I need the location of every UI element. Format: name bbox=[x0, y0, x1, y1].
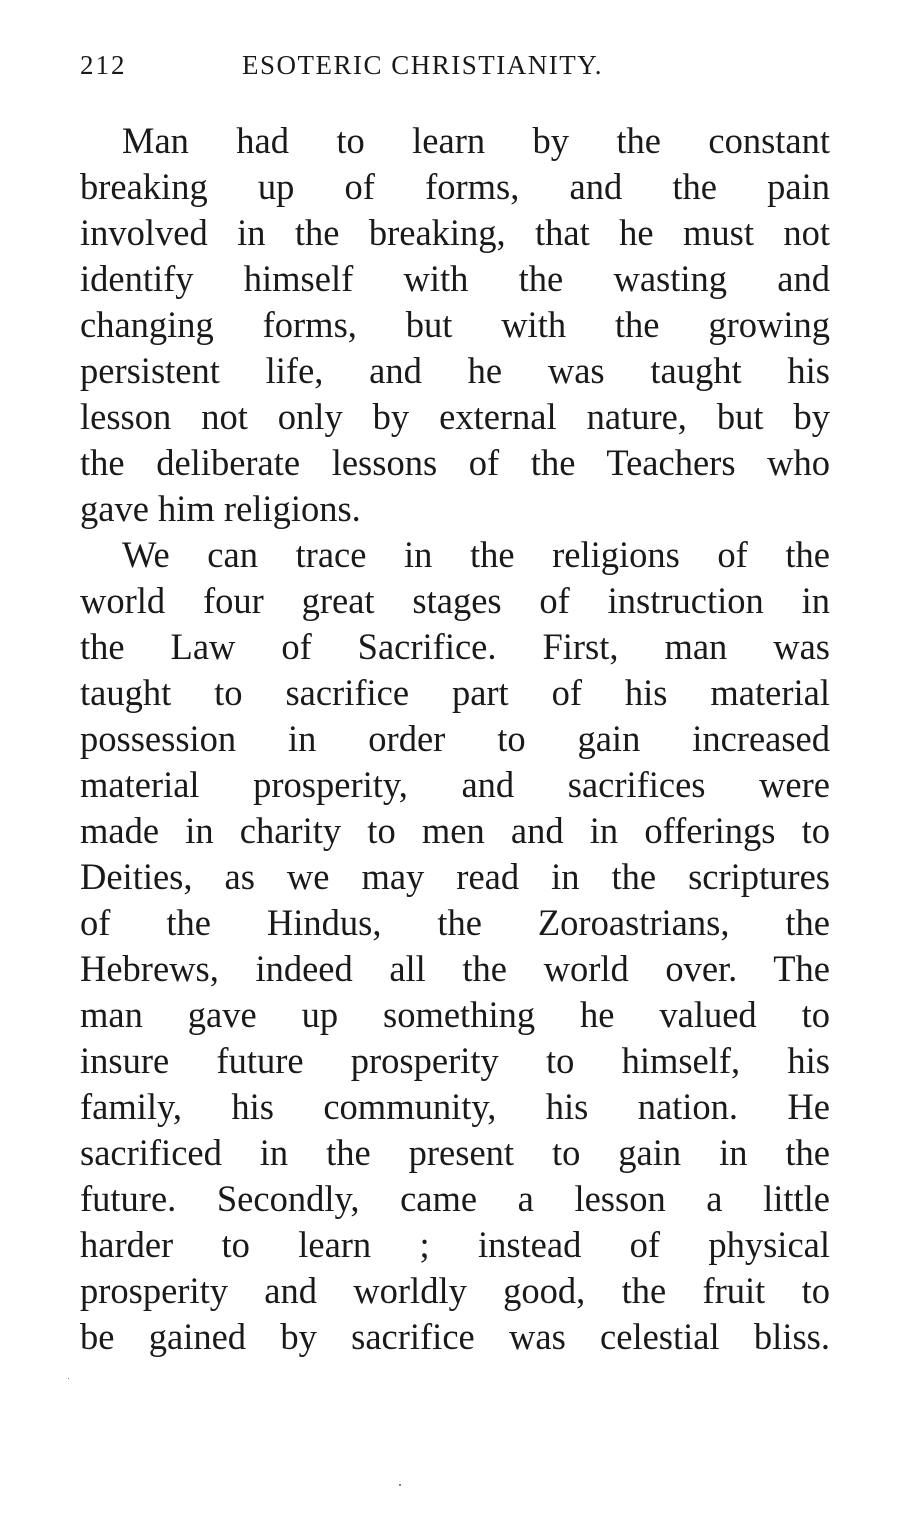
text-line: be gained by sacrifice was celestial bliss. bbox=[80, 1316, 830, 1357]
text-line: world four great stages of instruction in bbox=[80, 580, 830, 621]
text-line: persistent life, and he was taught his bbox=[80, 350, 830, 391]
text-line: made in charity to men and in offerings to bbox=[80, 810, 830, 851]
text-line: Deities, as we may read in the scriptures bbox=[80, 856, 830, 897]
page-number: 212 bbox=[80, 50, 127, 80]
text-line: material prosperity, and sacrifices were bbox=[80, 764, 830, 805]
text-line: involved in the breaking, that he must not bbox=[80, 212, 830, 253]
paper-speck bbox=[399, 1484, 401, 1486]
text-line: the deliberate lessons of the Teachers who bbox=[80, 442, 830, 483]
text-line: taught to sacrifice part of his material bbox=[80, 672, 830, 713]
text-line: future. Secondly, came a lesson a little bbox=[80, 1178, 830, 1219]
running-head bbox=[80, 50, 830, 90]
text-line: Man had to learn by the constant bbox=[122, 120, 830, 161]
text-line: changing forms, but with the growing bbox=[80, 304, 830, 345]
text-line: We can trace in the religions of the bbox=[122, 534, 830, 575]
paragraph-1 bbox=[80, 118, 830, 532]
running-title: ESOTERIC CHRISTIANITY. bbox=[242, 50, 604, 80]
text-line: breaking up of forms, and the pain bbox=[80, 166, 830, 207]
text-line: sacrificed in the present to gain in the bbox=[80, 1132, 830, 1173]
paper-speck bbox=[68, 1378, 69, 1379]
text-line: of the Hindus, the Zoroastrians, the bbox=[80, 902, 830, 943]
text-line: man gave up something he valued to bbox=[80, 994, 830, 1035]
text-line: family, his community, his nation. He bbox=[80, 1086, 830, 1127]
text-line: gave him religions. bbox=[80, 488, 361, 529]
text-line: lesson not only by external nature, but by bbox=[80, 396, 830, 437]
text-line: prosperity and worldly good, the fruit to bbox=[80, 1270, 830, 1311]
text-line: the Law of Sacrifice. First, man was bbox=[80, 626, 830, 667]
paragraph-2 bbox=[80, 532, 830, 1360]
text-line: identify himself with the wasting and bbox=[80, 258, 830, 299]
text-line: possession in order to gain increased bbox=[80, 718, 830, 759]
text-line: Hebrews, indeed all the world over. The bbox=[80, 948, 830, 989]
text-line: insure future prosperity to himself, his bbox=[80, 1040, 830, 1081]
body-text bbox=[80, 118, 830, 1360]
text-line: harder to learn ; instead of physical bbox=[80, 1224, 830, 1265]
